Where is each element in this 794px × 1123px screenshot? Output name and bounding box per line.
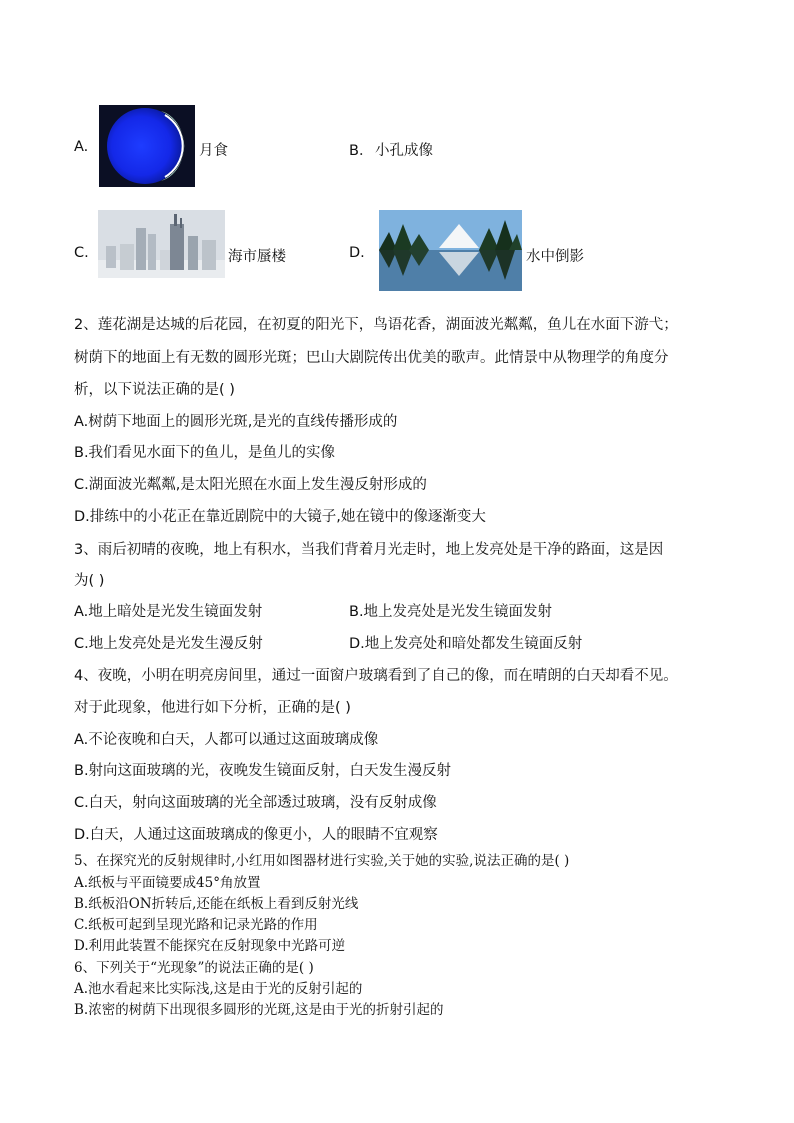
q6-option-b: B.浓密的树荫下出现很多圆形的光斑,这是由于光的折射引起的 bbox=[74, 1002, 444, 1018]
moon-icon bbox=[99, 105, 195, 187]
q2-option-a: A.树荫下地面上的圆形光斑,是光的直线传播形成的 bbox=[74, 414, 398, 430]
city-skyline-icon bbox=[98, 210, 225, 278]
q4-stem-line-2: 对于此现象，他进行如下分析，正确的是( ) bbox=[74, 700, 351, 716]
option-c-letter: C. bbox=[74, 245, 89, 261]
mirage-image bbox=[98, 210, 225, 278]
q3-option-c: C.地上发亮处是光发生漫反射 bbox=[74, 636, 263, 652]
option-b-label: 小孔成像 bbox=[375, 143, 433, 159]
q4-option-d: D.白天，人通过这面玻璃成的像更小，人的眼睛不宜观察 bbox=[74, 827, 438, 843]
q5-stem: 5、在探究光的反射规律时,小红用如图器材进行实验,关于她的实验,说法正确的是( ) bbox=[74, 853, 570, 869]
option-d-label: 水中倒影 bbox=[526, 249, 584, 265]
option-c-label: 海市蜃楼 bbox=[228, 249, 286, 265]
q6-stem: 6、下列关于“光现象”的说法正确的是( ) bbox=[74, 960, 314, 976]
option-a-label: 月食 bbox=[199, 143, 228, 159]
option-b-letter: B． bbox=[349, 143, 374, 159]
q3-stem-line-1: 3、雨后初晴的夜晚，地上有积水，当我们背着月光走时，地上发亮处是干净的路面，这是因 bbox=[74, 542, 664, 558]
q5-option-a: A.纸板与平面镜要成45°角放置 bbox=[74, 875, 261, 891]
option-a-letter: A. bbox=[74, 139, 89, 155]
q4-option-a: A.不论夜晚和白天，人都可以通过这面玻璃成像 bbox=[74, 732, 379, 748]
water-reflection-image bbox=[379, 210, 522, 291]
q3-option-a: A.地上暗处是光发生镜面发射 bbox=[74, 604, 263, 620]
lunar-eclipse-image bbox=[99, 105, 195, 187]
lake-reflection-icon bbox=[379, 210, 522, 291]
q2-stem-line-1: 2、莲花湖是达城的后花园，在初夏的阳光下，鸟语花香，湖面波光粼粼，鱼儿在水面下游弋； bbox=[74, 317, 678, 333]
q2-option-c: C.湖面波光粼粼,是太阳光照在水面上发生漫反射形成的 bbox=[74, 477, 427, 493]
q3-option-b: B.地上发亮处是光发生镜面发射 bbox=[349, 604, 553, 620]
q5-option-b: B.纸板沿ON折转后,还能在纸板上看到反射光线 bbox=[74, 896, 359, 912]
q6-option-a: A.池水看起来比实际浅,这是由于光的反射引起的 bbox=[74, 981, 363, 997]
q3-stem-line-2: 为( ) bbox=[74, 573, 105, 589]
q5-option-d: D.利用此装置不能探究在反射现象中光路可逆 bbox=[74, 938, 346, 954]
option-d-letter: D. bbox=[349, 245, 365, 261]
q2-option-d: D.排练中的小花正在靠近剧院中的大镜子,她在镜中的像逐渐变大 bbox=[74, 509, 486, 525]
q4-stem-line-1: 4、夜晚，小明在明亮房间里，通过一面窗户玻璃看到了自己的像，而在晴朗的白天却看不见。 bbox=[74, 668, 678, 684]
q4-option-b: B.射向这面玻璃的光，夜晚发生镜面反射，白天发生漫反射 bbox=[74, 763, 452, 779]
q5-option-c: C.纸板可起到呈现光路和记录光路的作用 bbox=[74, 917, 318, 933]
q2-stem-line-2: 树荫下的地面上有无数的圆形光斑；巴山大剧院传出优美的歌声。此情景中从物理学的角度分 bbox=[74, 350, 669, 366]
q3-option-d: D.地上发亮处和暗处都发生镜面反射 bbox=[349, 636, 583, 652]
q4-option-c: C.白天，射向这面玻璃的光全部透过玻璃，没有反射成像 bbox=[74, 795, 437, 811]
q2-stem-line-3: 析，以下说法正确的是( ) bbox=[74, 382, 235, 398]
q2-option-b: B.我们看见水面下的鱼儿，是鱼儿的实像 bbox=[74, 445, 336, 461]
